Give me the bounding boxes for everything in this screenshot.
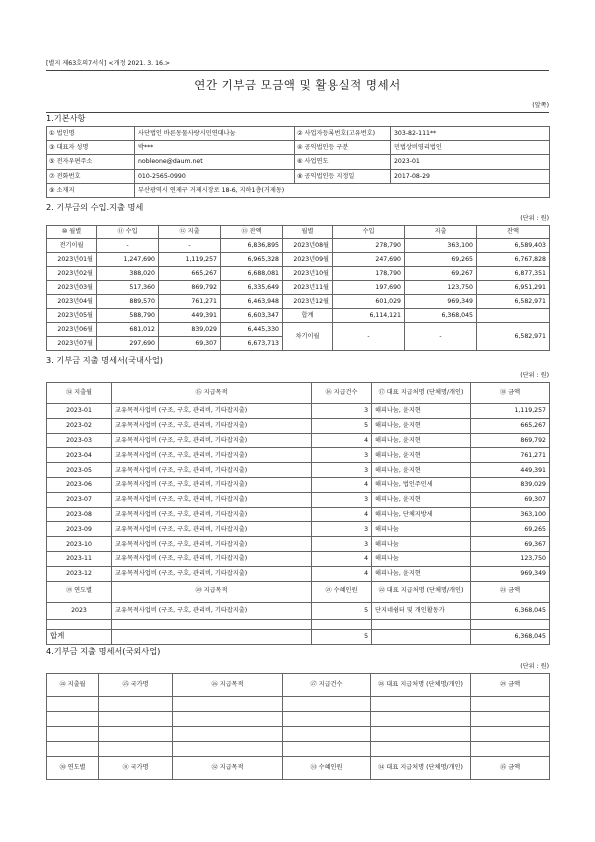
total-row	[47, 629, 550, 644]
empty-cell	[112, 619, 312, 629]
empty-cell	[471, 619, 550, 629]
month-cell: 2023년10월	[283, 267, 333, 281]
amount-cell: 839,029	[471, 477, 550, 492]
section3-title: 3. 기부금 지출 명세서(국내사업)	[46, 355, 163, 365]
empty-cell	[471, 742, 550, 757]
column-header: ㉑ 수혜인원	[312, 581, 372, 602]
table-row	[47, 537, 550, 552]
empty-row	[47, 727, 550, 742]
column-header: 지출	[405, 226, 477, 239]
empty-cell	[99, 697, 173, 712]
column-header: ⑮ 지급목적	[112, 383, 312, 404]
column-header: ⑰ 대표 지급처명 (단체명/개인)	[372, 383, 471, 404]
address-value: 부산광역시 연제구 거제시장로 18-6, 지하1층(거제동)	[135, 183, 550, 197]
year-header-row	[47, 581, 550, 602]
form-note: [별지 제63호의7서식] <개정 2021. 3. 16.>	[46, 60, 171, 67]
empty-cell	[283, 742, 371, 757]
empty-cell	[371, 697, 471, 712]
table-row	[47, 309, 550, 323]
balance-cell: 6,767,828	[477, 253, 550, 267]
empty-cell	[47, 727, 99, 742]
income-cell: 889,570	[97, 295, 159, 309]
column-header: ㉟ 금액	[471, 757, 550, 780]
empty-cell	[371, 712, 471, 727]
income-cell: 178,790	[333, 267, 405, 281]
table-row	[47, 418, 550, 433]
payee-cell: 해피나눔, 윤지현	[372, 463, 471, 478]
column-header: ⑫ 지출	[159, 226, 221, 239]
month-cell: 2023년05월	[47, 309, 97, 323]
expense-cell: 69,265	[405, 253, 477, 267]
table-row	[47, 433, 550, 448]
column-header: ㉒ 대표 지급처명 (단체명/개인)	[372, 581, 471, 602]
amount-cell: 6,368,045	[471, 602, 550, 619]
purpose-cell: 교유목적사업비 (구조, 구호, 관리비, 기타잡지출)	[112, 522, 312, 537]
income-cell: 588,790	[97, 309, 159, 323]
income-cell: 247,690	[333, 253, 405, 267]
balance-cell: 6,463,948	[221, 295, 283, 309]
empty-cell	[312, 619, 372, 629]
table-row	[47, 477, 550, 492]
column-header: ㉓ 금액	[471, 581, 550, 602]
section1-rule	[46, 112, 549, 113]
payee-cell: 해피나눔, 윤지현	[372, 404, 471, 419]
table-row	[47, 239, 550, 253]
purpose-cell: 교유목적사업비 (구조, 구호, 관리비, 기타잡지출)	[112, 537, 312, 552]
expense-cell: 123,750	[405, 281, 477, 295]
month-cell: 합계	[283, 309, 333, 323]
month-cell: 2023-05	[47, 463, 112, 478]
balance-cell: 6,603,347	[221, 309, 283, 323]
table-row	[47, 448, 550, 463]
month-cell: 2023-08	[47, 507, 112, 522]
field-label: ⑥ 사업연도	[295, 155, 391, 169]
empty-cell	[283, 712, 371, 727]
income-cell: 197,690	[333, 281, 405, 295]
month-cell: 2023-01	[47, 404, 112, 419]
empty-row	[47, 712, 550, 727]
empty-row	[47, 697, 550, 712]
month-cell: 2023년12월	[283, 295, 333, 309]
month-cell: 2023년11월	[283, 281, 333, 295]
count-cell: 3	[312, 404, 372, 419]
income-cell: 681,012	[97, 323, 159, 337]
field-label: ② 사업자등록번호(고유번호)	[295, 127, 391, 141]
column-header: ㉞ 대표 지급처명 (단체명/개인)	[371, 757, 471, 780]
column-header: 월별	[283, 226, 333, 239]
column-header: ㉘ 대표 지급처명 (단체명/개인)	[371, 674, 471, 697]
table-row	[47, 295, 550, 309]
empty-cell	[371, 727, 471, 742]
month-cell: 2023-09	[47, 522, 112, 537]
payee-cell: 해피나눔, 윤지현	[372, 448, 471, 463]
month-cell: 2023년03월	[47, 281, 97, 295]
payee-cell: 해피나눔	[372, 522, 471, 537]
amount-cell: 761,271	[471, 448, 550, 463]
purpose-cell: 교유목적사업비 (구조, 구호, 관리비, 기타잡지출)	[112, 404, 312, 419]
total-count: 5	[312, 629, 372, 644]
year-row	[47, 602, 550, 619]
payee-cell: 해피나눔, 법인주민세	[372, 477, 471, 492]
expense-cell: 69,267	[405, 267, 477, 281]
section1-title: 1.기본사항	[46, 113, 86, 123]
empty-cell	[112, 629, 312, 644]
empty-cell	[371, 742, 471, 757]
purpose-cell: 교유목적사업비 (구조, 구호, 관리비, 기타잡지출)	[112, 602, 312, 619]
expense-cell: 665,267	[159, 267, 221, 281]
field-label: ⑧ 공익법인등 지정일	[295, 169, 391, 183]
count-cell: 4	[312, 433, 372, 448]
count-cell: 3	[312, 463, 372, 478]
empty-cell	[173, 742, 283, 757]
income-cell: -	[97, 239, 159, 253]
amount-cell: 449,391	[471, 463, 550, 478]
expense-cell: 363,100	[405, 239, 477, 253]
table-row	[47, 323, 550, 337]
count-cell: 4	[312, 477, 372, 492]
blank-row	[47, 619, 550, 629]
carry-expense-cell: -	[405, 323, 477, 351]
month-cell: 2023-02	[47, 418, 112, 433]
payee-cell: 해피나눔, 단체지방세	[372, 507, 471, 522]
carry-month-cell: 차기이월	[283, 323, 333, 351]
field-value: 민법상비영리법인	[391, 141, 550, 155]
balance-cell: 6,445,330	[221, 323, 283, 337]
empty-cell	[47, 697, 99, 712]
field-value: 2023-01	[391, 155, 550, 169]
empty-cell	[471, 697, 550, 712]
column-header: ㉖ 지급목적	[173, 674, 283, 697]
month-cell: 2023년07월	[47, 337, 97, 351]
empty-cell	[47, 619, 112, 629]
column-header: ㉚ 연도별	[47, 757, 99, 780]
empty-cell	[372, 619, 471, 629]
payee-cell: 해피나눔, 윤지현	[372, 492, 471, 507]
expense-cell: 69,307	[159, 337, 221, 351]
income-cell: 517,360	[97, 281, 159, 295]
empty-cell	[471, 712, 550, 727]
empty-cell	[99, 712, 173, 727]
amount-cell: 969,349	[471, 566, 550, 581]
field-value: 2017-08-29	[391, 169, 550, 183]
payee-cell: 해피나눔	[372, 537, 471, 552]
basic-info-row	[47, 169, 550, 183]
column-header: ㉔ 지출월	[47, 674, 99, 697]
count-cell: 4	[312, 566, 372, 581]
month-cell: 전기이월	[47, 239, 97, 253]
month-cell: 2023-12	[47, 566, 112, 581]
balance-cell: 6,965,328	[221, 253, 283, 267]
column-header: 잔액	[477, 226, 550, 239]
basic-info-row	[47, 155, 550, 169]
month-cell: 2023-03	[47, 433, 112, 448]
empty-cell	[173, 697, 283, 712]
field-label: ⑤ 전자우편주소	[47, 155, 135, 169]
field-value: nobleone@daum.net	[135, 155, 295, 169]
column-header: ⑳ 지급목적	[112, 581, 312, 602]
month-cell: 2023-10	[47, 537, 112, 552]
section4-title: 4.기부금 지출 명세서(국외사업)	[46, 646, 161, 656]
income-cell: 6,114,121	[333, 309, 405, 323]
amount-cell: 363,100	[471, 507, 550, 522]
field-label: ④ 공익법인등 구분	[295, 141, 391, 155]
table-row	[47, 492, 550, 507]
income-cell: 278,790	[333, 239, 405, 253]
column-header: ㉙ 금액	[471, 674, 550, 697]
table-row	[47, 253, 550, 267]
column-header: ⑩ 월별	[47, 226, 97, 239]
empty-cell	[47, 742, 99, 757]
amount-cell: 69,265	[471, 522, 550, 537]
page-title: 연간 기부금 모금액 및 활용실적 명세서	[194, 78, 401, 92]
payee-cell: 해피나눔, 윤지현	[372, 433, 471, 448]
month-cell: 2023년02월	[47, 267, 97, 281]
balance-cell: 6,836,895	[221, 239, 283, 253]
field-value: 303-82-111**	[391, 127, 550, 141]
balance-cell: 6,335,649	[221, 281, 283, 295]
payee-cell: 해피나눔, 윤지현	[372, 418, 471, 433]
purpose-cell: 교유목적사업비 (구조, 구호, 관리비, 기타잡지출)	[112, 433, 312, 448]
basic-info-table	[46, 126, 549, 198]
table-row	[47, 522, 550, 537]
expense-cell: 869,792	[159, 281, 221, 295]
section2-title: 2. 기부금의 수입.지출 명세	[46, 202, 144, 212]
basic-info-row	[47, 141, 550, 155]
balance-cell	[477, 309, 550, 323]
balance-cell: 6,582,971	[477, 295, 550, 309]
month-cell: 2023-11	[47, 551, 112, 566]
income-cell: 1,247,690	[97, 253, 159, 267]
empty-cell	[47, 712, 99, 727]
count-cell: 3	[312, 522, 372, 537]
expense-cell: 969,349	[405, 295, 477, 309]
table-row	[47, 267, 550, 281]
column-header: ㉗ 지급건수	[283, 674, 371, 697]
purpose-cell: 교유목적사업비 (구조, 구호, 관리비, 기타잡지출)	[112, 551, 312, 566]
income-expense-table	[46, 225, 549, 351]
purpose-cell: 교유목적사업비 (구조, 구호, 관리비, 기타잡지출)	[112, 418, 312, 433]
income-cell: 601,029	[333, 295, 405, 309]
expense-cell: 761,271	[159, 295, 221, 309]
count-cell: 4	[312, 507, 372, 522]
column-header: 수입	[333, 226, 405, 239]
column-header: ⑭ 지출월	[47, 383, 112, 404]
empty-row	[47, 742, 550, 757]
income-cell: 297,690	[97, 337, 159, 351]
balance-cell: 6,877,351	[477, 267, 550, 281]
overseas-expense-table	[46, 673, 549, 780]
balance-cell: 6,688,081	[221, 267, 283, 281]
purpose-cell: 교유목적사업비 (구조, 구호, 관리비, 기타잡지출)	[112, 492, 312, 507]
table-row	[47, 404, 550, 419]
domestic-expense-table	[46, 382, 549, 645]
column-header: ⑪ 수입	[97, 226, 159, 239]
amount-cell: 69,367	[471, 537, 550, 552]
column-header: ㉛ 국가명	[99, 757, 173, 780]
field-label: ⑦ 전화번호	[47, 169, 135, 183]
count-cell: 5	[312, 602, 372, 619]
empty-cell	[99, 727, 173, 742]
field-value: 010-2565-0990	[135, 169, 295, 183]
empty-cell	[372, 629, 471, 644]
month-cell: 2023년01월	[47, 253, 97, 267]
amount-cell: 69,307	[471, 492, 550, 507]
carry-balance-cell: 6,582,971	[477, 323, 550, 351]
table-row	[47, 463, 550, 478]
expense-cell: 449,391	[159, 309, 221, 323]
count-cell: 5	[312, 418, 372, 433]
table-row	[47, 566, 550, 581]
month-cell: 2023-06	[47, 477, 112, 492]
empty-cell	[99, 742, 173, 757]
income-cell: 388,020	[97, 267, 159, 281]
month-cell: 2023년08월	[283, 239, 333, 253]
amount-cell: 123,750	[471, 551, 550, 566]
count-cell: 4	[312, 551, 372, 566]
column-header: ⑯ 지급건수	[312, 383, 372, 404]
column-header: ㉕ 국가명	[99, 674, 173, 697]
empty-cell	[283, 727, 371, 742]
carry-income-cell: -	[333, 323, 405, 351]
section2-unit: (단위 : 원)	[520, 215, 549, 222]
address-label: ⑨ 소재지	[47, 183, 135, 197]
purpose-cell: 교유목적사업비 (구조, 구호, 관리비, 기타잡지출)	[112, 448, 312, 463]
field-value: 박***	[135, 141, 295, 155]
address-row	[47, 183, 550, 197]
month-cell: 2023-04	[47, 448, 112, 463]
year-header-row	[47, 757, 550, 780]
table-row	[47, 281, 550, 295]
year-cell: 2023	[47, 602, 112, 619]
empty-cell	[173, 727, 283, 742]
count-cell: 3	[312, 537, 372, 552]
month-cell: 2023년06월	[47, 323, 97, 337]
balance-cell: 6,589,403	[477, 239, 550, 253]
empty-cell	[471, 727, 550, 742]
balance-cell: 6,951,291	[477, 281, 550, 295]
field-label: ① 법인명	[47, 127, 135, 141]
column-header: ⑱ 금액	[471, 383, 550, 404]
month-cell: 2023-07	[47, 492, 112, 507]
amount-cell: 869,792	[471, 433, 550, 448]
purpose-cell: 교유목적사업비 (구조, 구호, 관리비, 기타잡지출)	[112, 477, 312, 492]
expense-cell: 839,029	[159, 323, 221, 337]
top-rule	[46, 70, 549, 71]
purpose-cell: 교유목적사업비 (구조, 구호, 관리비, 기타잡지출)	[112, 566, 312, 581]
count-cell: 3	[312, 492, 372, 507]
total-label: 합계	[47, 629, 112, 644]
expense-cell: 1,119,257	[159, 253, 221, 267]
empty-cell	[173, 712, 283, 727]
payee-cell: 단지네쉼터 및 개인활동가	[372, 602, 471, 619]
section4-unit: (단위 : 원)	[520, 663, 549, 670]
side-note: (앞쪽)	[532, 102, 549, 109]
count-cell: 3	[312, 448, 372, 463]
month-cell: 2023년04월	[47, 295, 97, 309]
purpose-cell: 교유목적사업비 (구조, 구호, 관리비, 기타잡지출)	[112, 463, 312, 478]
field-value: 사단법인 바른동물사랑시민연대나눔	[135, 127, 295, 141]
column-header: ㉜ 지급목적	[173, 757, 283, 780]
column-header: ⑬ 잔액	[221, 226, 283, 239]
expense-cell: 6,368,045	[405, 309, 477, 323]
basic-info-row	[47, 127, 550, 141]
table-row	[47, 507, 550, 522]
payee-cell: 해피나눔	[372, 551, 471, 566]
month-cell: 2023년09월	[283, 253, 333, 267]
column-header: ⑲ 연도별	[47, 581, 112, 602]
amount-cell: 1,119,257	[471, 404, 550, 419]
amount-cell: 665,267	[471, 418, 550, 433]
balance-cell: 6,673,713	[221, 337, 283, 351]
section3-unit: (단위 : 원)	[520, 372, 549, 379]
table-row	[47, 551, 550, 566]
empty-cell	[283, 697, 371, 712]
payee-cell: 해피나눔, 윤지현	[372, 566, 471, 581]
total-amount: 6,368,045	[471, 629, 550, 644]
field-label: ③ 대표자 성명	[47, 141, 135, 155]
expense-cell: -	[159, 239, 221, 253]
column-header: ㉝ 수혜인원	[283, 757, 371, 780]
purpose-cell: 교유목적사업비 (구조, 구호, 관리비, 기타잡지출)	[112, 507, 312, 522]
